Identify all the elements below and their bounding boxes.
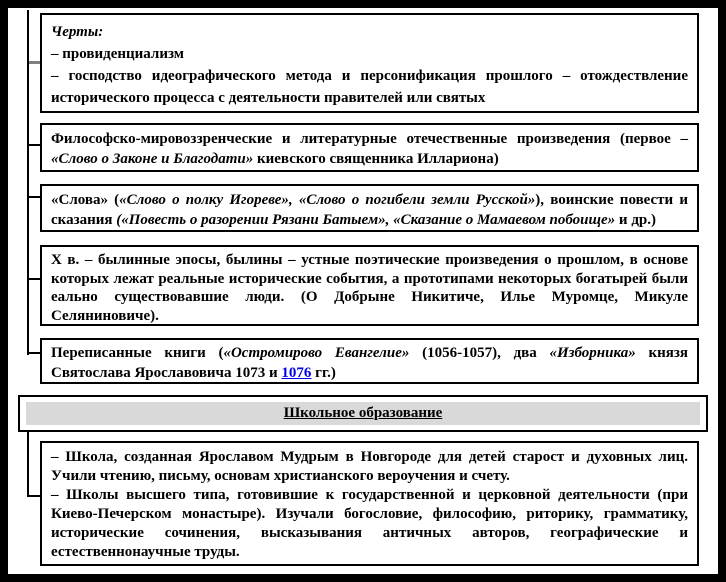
books-middle-1: (1056-1057), два <box>409 345 550 361</box>
connector-line-books <box>29 352 40 354</box>
schools-item-novgorod: – Школа, созданная Ярославом Мудрым в Новгороде для детей старост и духовных лиц. Учили чтению, письму, основам христианского вероучения и счету. <box>51 449 688 484</box>
tree-spine-lower <box>27 431 29 497</box>
slova-titles-1: «Слово о полку Игореве», «Слово о погибели земли Русской» <box>119 192 536 208</box>
school-header-box <box>18 395 708 432</box>
slova-tail: и др.) <box>615 212 656 228</box>
slova-middle: ), воинские повести и сказания <box>51 192 689 228</box>
school-header-title: Школьное образование <box>283 405 443 421</box>
books-lead: Переписанные книги ( <box>51 345 224 361</box>
features-box <box>40 13 699 113</box>
slova-box <box>40 184 699 232</box>
literature-text <box>51 129 688 169</box>
byliny-text: X в. – былинные эпосы, былины – устные поэтические произведения о прошлом, в основе которых лежат реальные исторические события, а прототипами некоторых богатырей были еально существовавшие люди. (О Добрыне Никитиче, Илье Муромце, Микуле Селяниновиче). <box>51 252 688 324</box>
connector-line-slova <box>29 196 40 198</box>
year-1076-link[interactable]: 1076 <box>281 365 312 381</box>
literature-box <box>40 123 699 172</box>
books-title-izbornik: «Изборника» <box>549 345 636 361</box>
literature-tail: киевского священника Иллариона) <box>253 151 499 167</box>
slova-titles-2: («Повесть о разорении Рязани Батыем», «Сказание о Мамаевом побоище» <box>116 212 616 228</box>
books-text <box>51 343 688 383</box>
books-box <box>40 338 699 384</box>
school-header-band <box>26 402 700 425</box>
connector-line-literature <box>29 144 40 146</box>
connector-line-schools <box>29 495 40 497</box>
features-item-ideographic: – господство идеографического метода и персонификация прошлого – отождествление исторического процесса с деятельности правителей или святых <box>51 68 688 106</box>
schools-box <box>40 441 699 566</box>
slova-lead: «Слова» ( <box>51 192 120 208</box>
books-middle-2: князя Святослава Ярославовича 1073 и <box>51 345 688 381</box>
books-tail: гг.) <box>311 365 336 381</box>
features-title: Черты: <box>51 24 104 40</box>
literature-title-slovo: «Слово о Законе и Благодати» <box>51 151 254 167</box>
features-item-providentialism: – провиденциализм <box>51 46 185 62</box>
connector-line-features <box>29 61 40 64</box>
byliny-box <box>40 245 699 326</box>
slova-text <box>51 190 688 230</box>
schools-item-higher: – Школы высшего типа, готовившие к государственной и церковной деятельности (при Киево-Печерском монастыре). Изучали богословие, философию, риторику, грамматику, исторические сочинения, высказывания античных авторов, географические и естественнонаучные труды. <box>51 487 688 560</box>
books-title-gospel: «Остромирово Евангелие» <box>223 345 410 361</box>
connector-line-byliny <box>29 278 40 280</box>
literature-lead: Философско-мировоззренческие и литературные отечественные произведения (первое – <box>51 131 688 147</box>
